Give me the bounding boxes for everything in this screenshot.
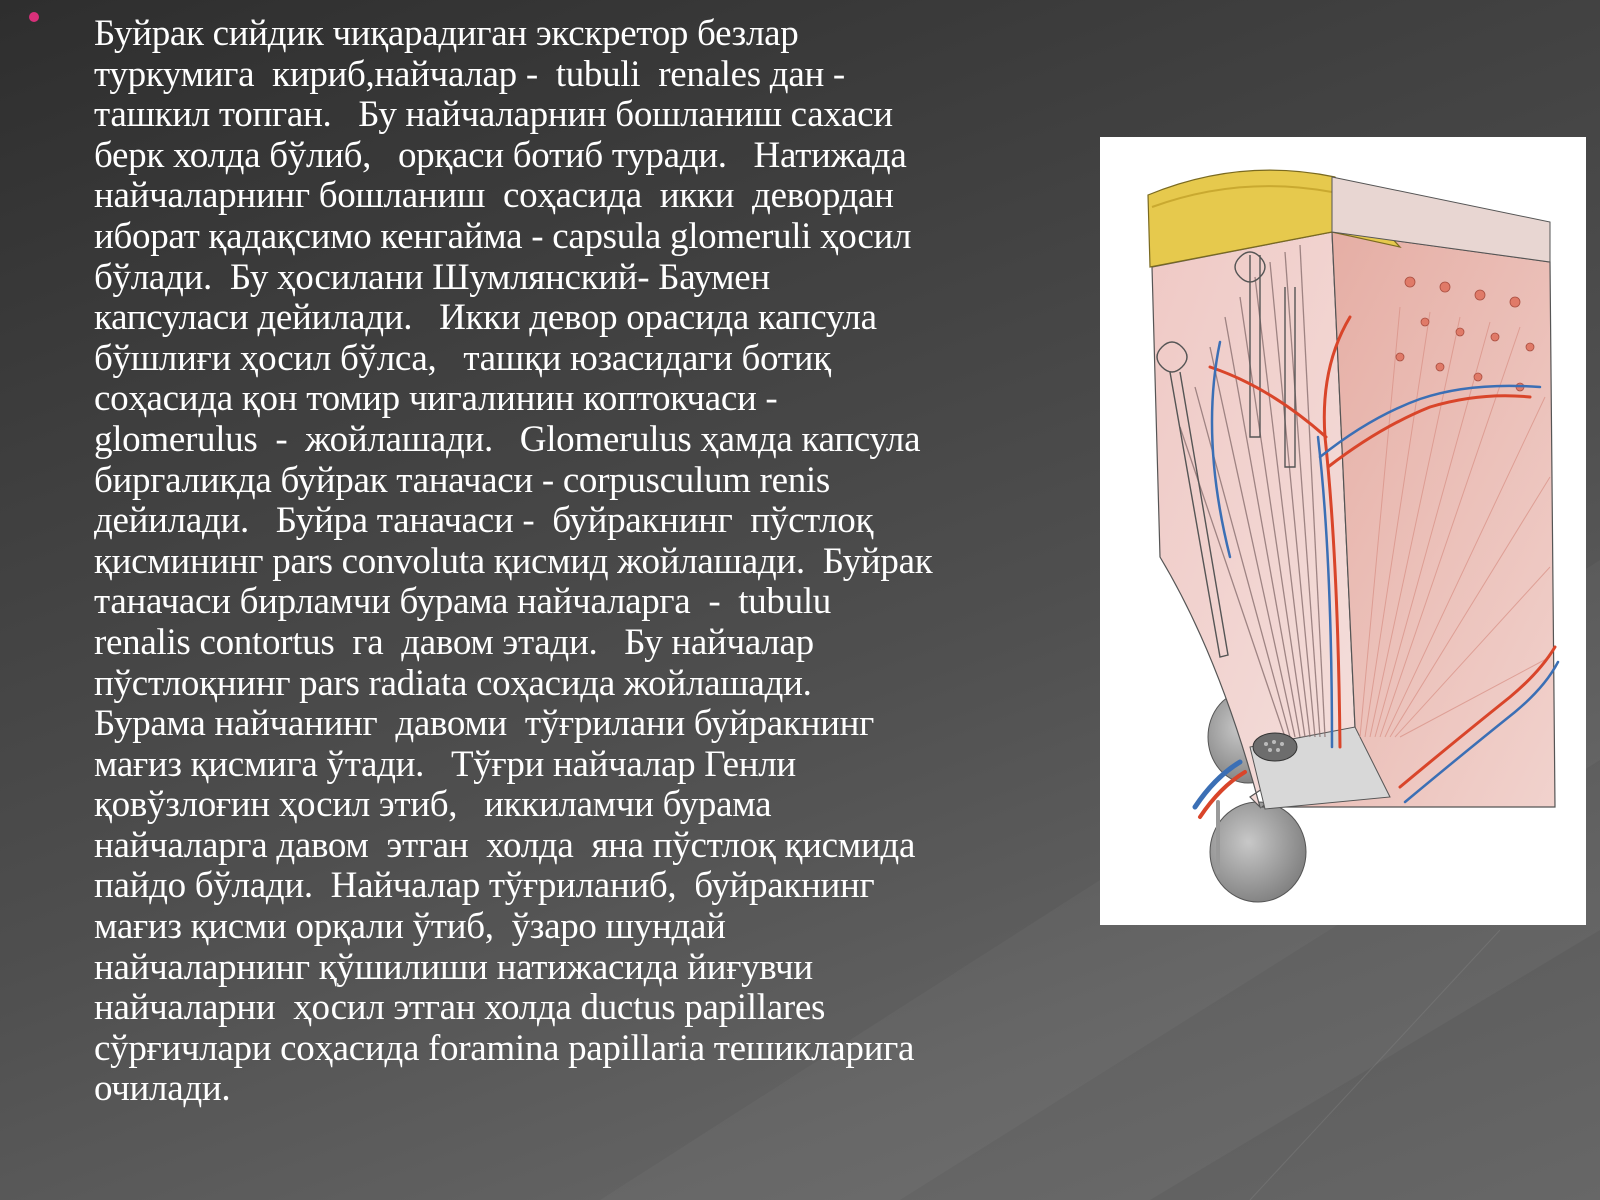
kidney-nephron-illustration: [1100, 137, 1586, 925]
text-line: пўстлоқнинг pars radiata соҳасида жойлашади.: [94, 662, 812, 704]
text-line: соҳасида қон томир чигалинин коптокчаси -: [94, 378, 778, 420]
text-line: қисмининг pars convoluta қисмид жойлашади. Буйрак: [94, 540, 933, 582]
text-line: Бурама найчанинг давоми тўғрилани буйракнинг: [94, 703, 874, 745]
text-line: таначаси бирламчи бурама найчаларга - tubulu: [94, 581, 832, 623]
text-line: қовўзлоғин ҳосил этиб, иккиламчи бурама: [94, 784, 772, 826]
text-line: туркумига кириб,найчалар - tubuli renales дан -: [94, 53, 845, 95]
slide-body-text: [94, 14, 1094, 1110]
text-line: мағиз қисми орқали ўтиб, ўзаро шундай: [94, 906, 726, 948]
text-line: glomerulus - жойлашади. Glomerulus ҳамда капсула: [94, 418, 921, 460]
text-line: ташкил топган. Бу найчаларнин бошланиш сахаси: [94, 94, 893, 136]
text-line: биргаликда буйрак таначаси - corpusculum renis: [94, 459, 831, 501]
text-line: иборат қадақсимо кенгайма - capsula glomeruli ҳосил: [94, 215, 912, 257]
text-line: дейилади. Буйра таначаси - буйракнинг пўстлоқ: [94, 500, 874, 542]
text-line: бўлади. Бу ҳосилани Шумлянский- Баумен: [94, 256, 770, 298]
text-line: бўшлиғи ҳосил бўлса, ташқи юзасидаги ботиқ: [94, 337, 831, 379]
bullet-icon: [29, 12, 39, 22]
text-line: Буйрак сийдик чиқарадиган экскретор безлар: [94, 13, 799, 54]
text-line: renalis contortus га давом этади. Бу найчалар: [94, 621, 814, 663]
text-line: найчаларнинг бошланиш соҳасида икки девордан: [94, 175, 894, 217]
text-line: найчаларни ҳосил этган холда ductus papillares: [94, 987, 826, 1029]
text-line: сўрғичлари соҳасида foramina papillaria тешикларига: [94, 1027, 915, 1069]
kidney-section-figure: [1100, 137, 1586, 925]
text-line: пайдо бўлади. Найчалар тўғриланиб, буйракнинг: [94, 865, 875, 907]
text-line: берк холда бўлиб, орқаси ботиб туради. Натижада: [94, 134, 907, 176]
text-line: капсуласи дейилади. Икки девор орасида капсула: [94, 297, 877, 339]
text-line: мағиз қисмига ўтади. Тўғри найчалар Генли: [94, 743, 796, 785]
text-line: очилади.: [94, 1068, 231, 1110]
text-line: найчаларнинг қўшилиши натижасида йиғувчи: [94, 946, 813, 988]
text-line: найчаларга давом этган холда яна пўстлоқ қисмида: [94, 824, 916, 866]
